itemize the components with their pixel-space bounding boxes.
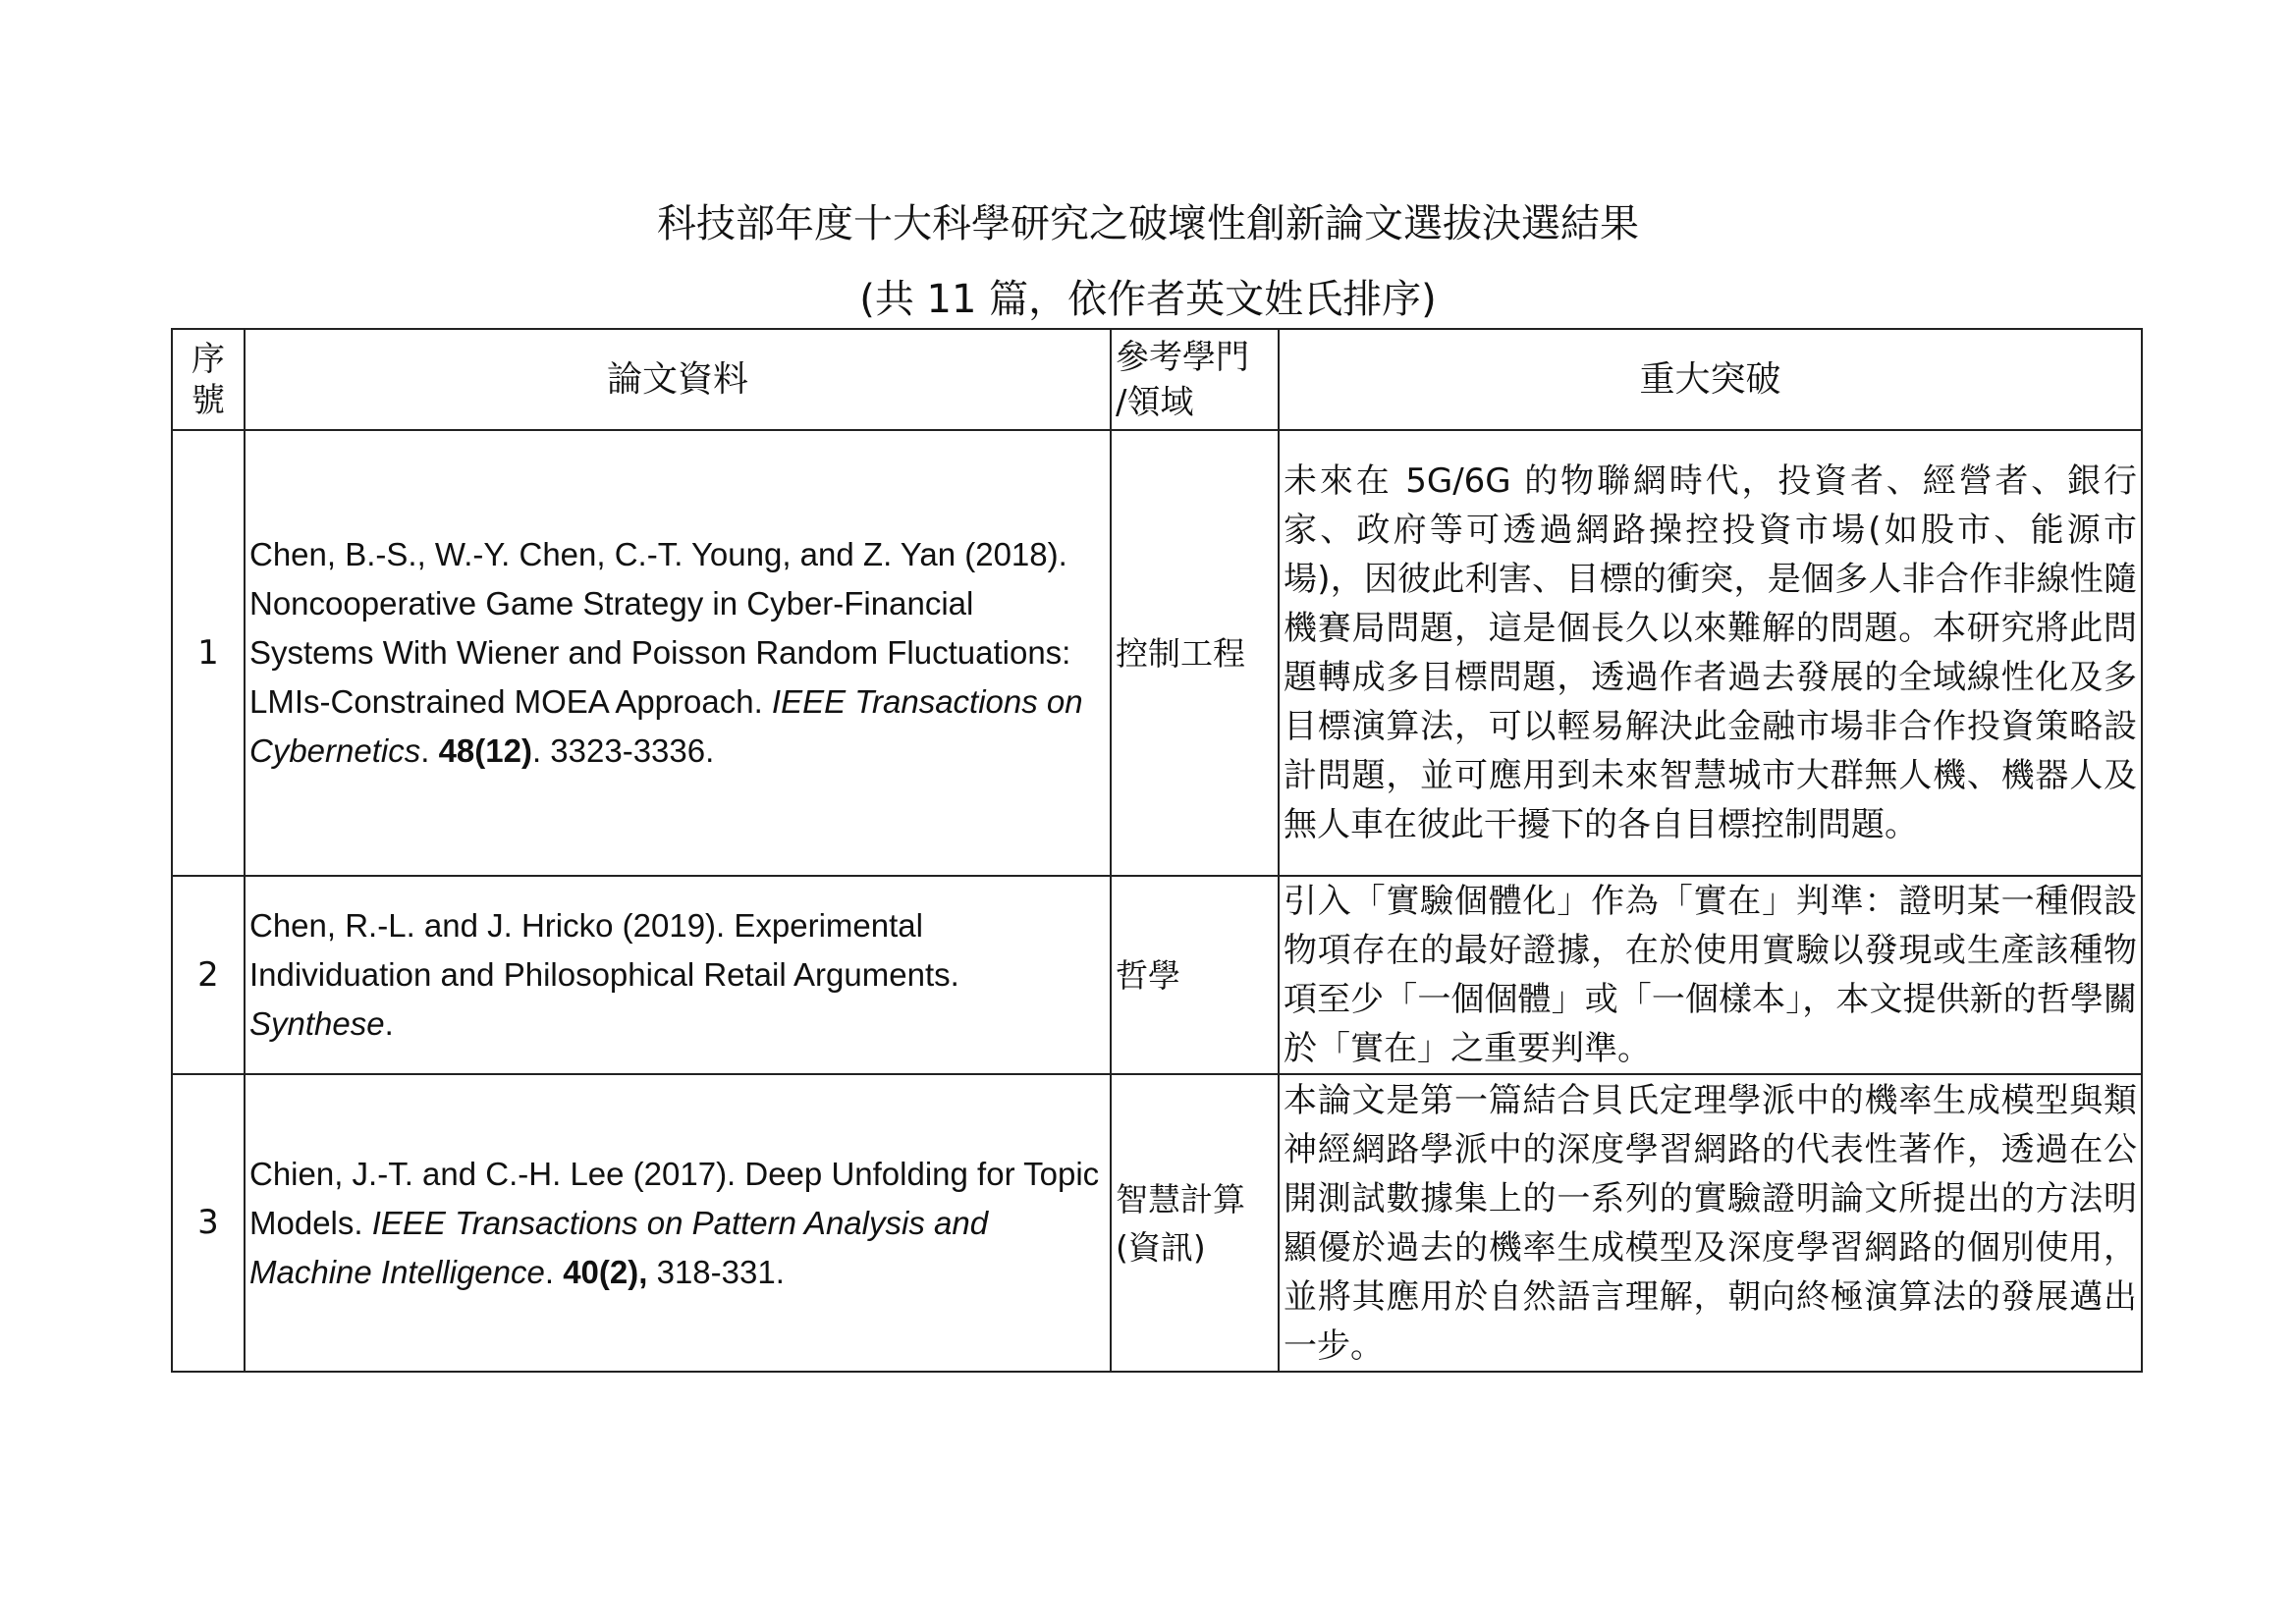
citation-volume: 40(2), [563, 1253, 648, 1290]
field-line1: 哲學 [1116, 955, 1180, 995]
citation-pages: . 3323-3336. [531, 732, 715, 769]
header-field-line1: 參考學門 [1116, 337, 1249, 377]
paper-citation [245, 1074, 1111, 1372]
header-breakthrough: 重大突破 [1279, 329, 2142, 430]
breakthrough-text: 引入「實驗個體化」作為「實在」判準：證明某一種假設物項存在的最好證據，在於使用實驗以發現或生產該種物項至少「一個個體」或「一個樣本」，本文提供新的哲學關於「實在」之重要判準。 [1279, 876, 2142, 1074]
citation-volume: 48(12) [438, 732, 532, 769]
row-number: 3 [172, 1074, 245, 1372]
citation-journal: IEEE Transactions on Cybernetics [249, 683, 1083, 769]
field-line2: (資訊) [1116, 1227, 1206, 1267]
table-row [172, 430, 2142, 876]
header-number [172, 329, 245, 430]
citation-journal: IEEE Transactions on Pattern Analysis and Machine Intelligence [249, 1204, 989, 1290]
field-line1: 控制工程 [1116, 633, 1245, 673]
citation-separator: . [544, 1253, 564, 1290]
citation-journal: Synthese [249, 1005, 385, 1042]
citation-separator: . [384, 1005, 394, 1042]
results-table [171, 328, 2143, 1373]
field-line1: 智慧計算 [1116, 1179, 1245, 1218]
row-number: 1 [172, 430, 245, 876]
paper-citation [245, 430, 1111, 876]
header-number-line1: 序 [191, 339, 225, 379]
row-number: 2 [172, 876, 245, 1074]
field-cell [1111, 430, 1279, 876]
header-field [1111, 329, 1279, 430]
field-cell [1111, 876, 1279, 1074]
citation-separator: . [420, 732, 439, 769]
field-cell [1111, 1074, 1279, 1372]
citation-authors-title: Chen, R.-L. and J. Hricko (2019). Experimental Individuation and Philosophical Retail Arguments. [249, 907, 959, 993]
breakthrough-text: 本論文是第一篇結合貝氏定理學派中的機率生成模型與類神經網路學派中的深度學習網路的代表性著作，透過在公開測試數據集上的一系列的實驗證明論文所提出的方法明顯優於過去的機率生成模型及深度學習網路的個別使用，並將其應用於自然語言理解，朝向終極演算法的發展邁出一步。 [1279, 1074, 2142, 1372]
breakthrough-text: 未來在 5G/6G 的物聯網時代，投資者、經營者、銀行家、政府等可透過網路操控投資市場(如股市、能源市場)，因彼此利害、目標的衝突，是個多人非合作非線性隨機賽局問題，這是個長久以來難解的問題。本研究將此問題轉成多目標問題，透過作者過去發展的全域線性化及多目標演算法，可以輕易解決此金融市場非合作投資策略設計問題，並可應用到未來智慧城市大群無人機、機器人及無人車在彼此干擾下的各自目標控制問題。 [1279, 430, 2142, 876]
paper-citation [245, 876, 1111, 1074]
citation-authors-title: Chen, B.-S., W.-Y. Chen, C.-T. Young, and Z. Yan (2018). Noncooperative Game Strategy in Cyber-Financial Systems With Wiener and Poisson Random Fluctuations: LMIs-Constrained MOEA Approach. [249, 536, 1071, 720]
page-subtitle: (共 11 篇，依作者英文姓氏排序) [859, 277, 1437, 322]
page-title: 科技部年度十大科學研究之破壞性創新論文選拔決選結果 [657, 201, 1639, 246]
header-paper: 論文資料 [245, 329, 1111, 430]
table-header-row [172, 329, 2142, 430]
citation-pages: 318-331. [647, 1253, 785, 1290]
header-field-line2: /領域 [1116, 382, 1194, 422]
table-row [172, 876, 2142, 1074]
header-number-line2: 號 [191, 380, 225, 420]
citation-authors-title: Chien, J.-T. and C.-H. Lee (2017). Deep Unfolding for Topic Models. [249, 1155, 1100, 1241]
table-row [172, 1074, 2142, 1372]
